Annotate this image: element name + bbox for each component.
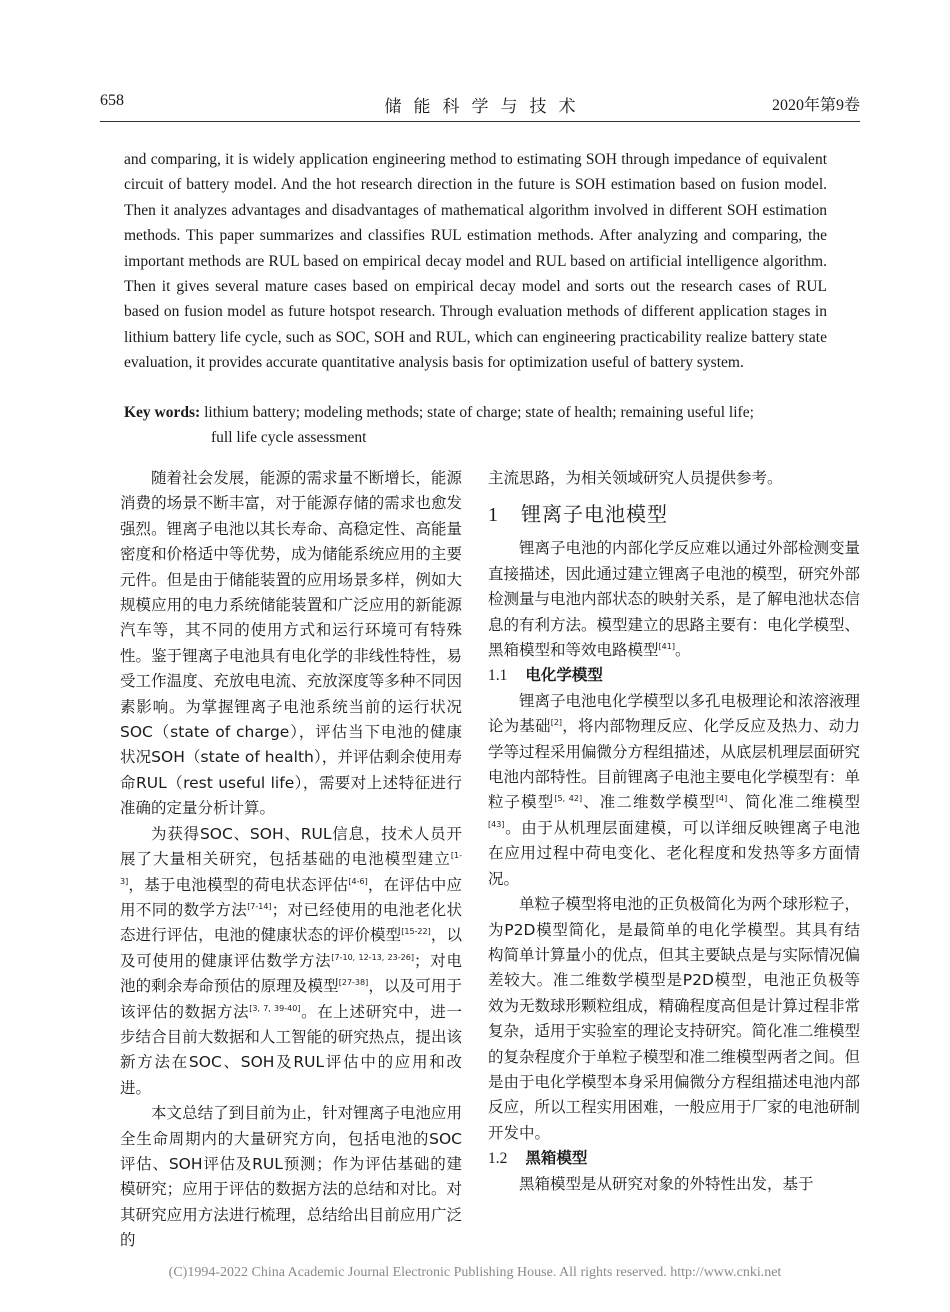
- journal-title: 储能科学与技术: [384, 97, 588, 117]
- right-column: [488, 466, 860, 1197]
- left-column: [120, 466, 462, 1254]
- page-number: 658: [100, 92, 124, 109]
- citation[interactable]: [3, 7, 39-40]: [249, 1003, 301, 1013]
- citation[interactable]: [41]: [658, 641, 675, 651]
- intro-paragraph-2: 为获得SOC、SOH、RUL信息，技术人员开展了大量相关研究，包括基础的电池模型建立[1-3]，基于电池模型的荷电状态评估[4-6]，在评估中应用不同的数学方法[7-14]；对已经使用的电池老化状态进行评估，电池的健康状态的评价模型[15-22]，以及可使用的健康评估数学方法[7-10, 12-13, 23-26]；对电池的剩余寿命预估的原理及模型[27-38]，以及可用于该评估的数据方法[3, 7, 39-40]。在上述研究中，进一步结合目前大数据和人工智能的研究热点，提出该新方法在SOC、SOH及RUL评估中的应用和改进。: [120, 824, 462, 1097]
- citation[interactable]: [27-38]: [338, 977, 369, 987]
- citation[interactable]: [43]: [488, 819, 505, 829]
- section-heading-1: 1 锂离子电池模型: [488, 502, 668, 527]
- header-rule: [100, 121, 860, 122]
- intro-paragraph-1: 随着社会发展，能源的需求量不断增长，能源消费的场景不断丰富，对于能源存储的需求也愈发强烈。锂离子电池以其长寿命、高稳定性、高能量密度和价格适中等优势，成为储能系统应用的主要元件。但是由于储能装置的应用场景多样，例如大规模应用的电力系统储能装置和广泛应用的新能源汽车等，其不同的使用方式和运行环境可有特殊性。鉴于锂离子电池具有电化学的非线性特性，易受工作温度、充放电电流、充放深度等多种不同因素影响。为掌握锂离子电池系统当前的运行状况SOC（state of charge），评估当下电池的健康状况SOH（state of health），并评估剩余使用寿命RUL（rest useful life），需要对上述特征进行准确的定量分析计算。: [120, 469, 462, 818]
- keywords-line-1: lithium battery; modeling methods; state of charge; state of health; remaining useful life;: [204, 404, 754, 421]
- subsection-1-1-paragraph-2: 单粒子模型将电池的正负极简化为两个球形粒子，为P2D模型简化，是最简单的电化学模型。其具有结构简单计算量小的优点，但其主要缺点是与实际情况偏差较大。准二维数学模型是P2D模型，电池正负极等效为无数球形颗粒组成，精确程度高但是计算过程非常复杂，适用于实验室的理论支持研究。简化准二维模型的复杂程度介于单粒子模型和准二维模型两者之间。但是由于电化学模型本身采用偏微分方程组描述电池内部反应，所以工程实用困难，一般应用于厂家的电池研制开发中。: [488, 895, 861, 1142]
- subsection-heading-1-2: 1.2 黑箱模型: [488, 1149, 588, 1168]
- running-header: [100, 92, 860, 120]
- citation[interactable]: [5, 42]: [554, 794, 583, 804]
- keywords-label: Key words:: [124, 404, 201, 421]
- citation[interactable]: [7-10, 12-13, 23-26]: [331, 952, 414, 962]
- abstract-text: and comparing, it is widely application engineering method to estimating SOH through impedance of equivalent circuit of battery model. And the hot research direction in the future is SOH estimation based on fusion model. Then it analyzes advantages and disadvantages of mathematical algorithm involved in different SOH estimation methods. This paper summarizes and classifies RUL estimation methods. After analyzing and comparing, the important methods are RUL based on empirical decay model and RUL based on artificial intelligence algorithm. Then it gives several mature cases based on empirical decay model and sorts out the research cases of RUL based on fusion model as future hotspot research. Through evaluation methods of different application stages in lithium battery life cycle, such as SOC, SOH and RUL, which can engineering practicability realize battery state evaluation, it provides accurate quantitative analysis basis for optimization useful of battery system.: [124, 151, 827, 372]
- citation[interactable]: [15-22]: [401, 927, 431, 937]
- citation[interactable]: [4]: [715, 794, 728, 804]
- section-1-paragraph: 锂离子电池的内部化学反应难以通过外部检测变量直接描述，因此通过建立锂离子电池的模型，研究外部检测量与电池内部状态的映射关系，是了解电池状态信息的有利方法。模型建立的思路主要有：电化学模型、黑箱模型和等效电路模型[41]。: [488, 539, 861, 660]
- intro-paragraph-3: 本文总结了到目前为止，针对锂离子电池应用全生命周期内的大量研究方向，包括电池的SOC评估、SOH评估及RUL预测；作为评估基础的建模研究；应用于评估的数据方法的总结和对比。对其研究应用方法进行梳理，总结给出目前应用广泛的: [120, 1104, 462, 1250]
- citation[interactable]: [4-6]: [348, 876, 368, 886]
- citation[interactable]: [1-3]: [120, 850, 462, 886]
- subsection-heading-1-1: 1.1 电化学模型: [488, 666, 603, 685]
- subsection-1-1-paragraph-1: 锂离子电池电化学模型以多孔电极理论和浓溶液理论为基础[2]，将内部物理反应、化学反应及热力、动力学等过程采用偏微分方程组描述，从底层机理层面研究电池内部特性。目前锂离子电池主要电化学模型有：单粒子模型[5, 42]、准二维数学模型[4]、简化准二维模型[43]。由于从机理层面建模，可以详细反映锂离子电池在应用过程中荷电变化、老化程度和发热等多方面情况。: [488, 691, 861, 888]
- intro-continuation: 主流思路，为相关领域研究人员提供参考。: [488, 469, 783, 487]
- copyright-footer: (C)1994-2022 China Academic Journal Electronic Publishing House. All rights reserved. http://www.cnki.net: [168, 1265, 782, 1280]
- citation[interactable]: [2]: [550, 718, 563, 728]
- abstract-block: [124, 147, 827, 376]
- keywords-line-2: full life cycle assessment: [211, 429, 367, 447]
- citation[interactable]: [7-14]: [247, 901, 272, 911]
- subsection-1-2-paragraph: 黑箱模型是从研究对象的外特性出发，基于: [519, 1174, 814, 1193]
- keywords: [124, 400, 827, 451]
- volume-label: 2020年第9卷: [771, 97, 860, 114]
